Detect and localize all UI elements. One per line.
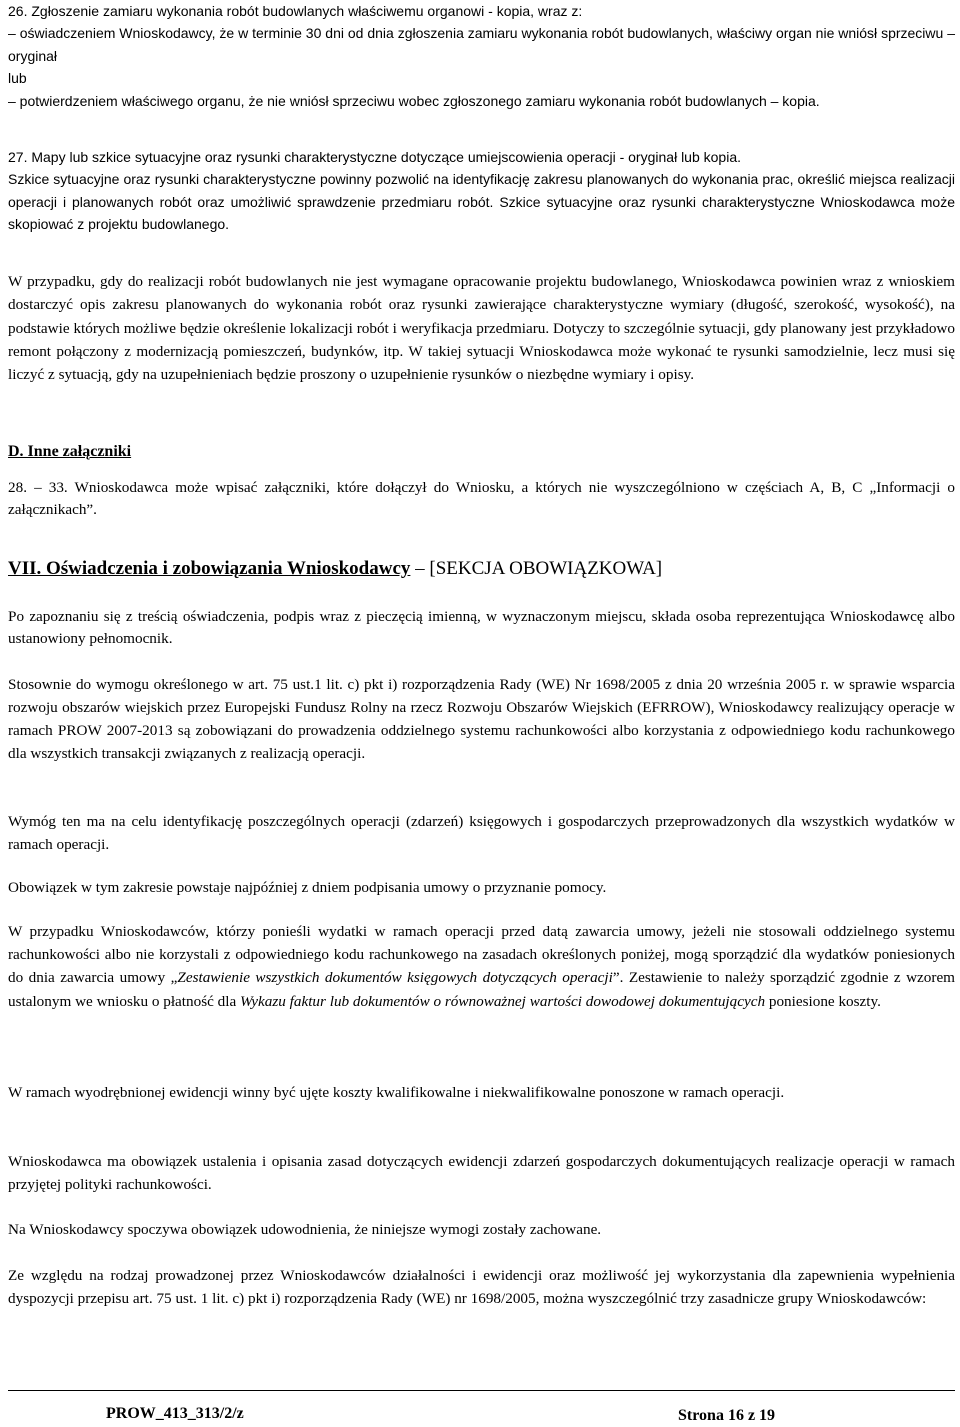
p5-statement-title: Zestawienie wszystkich dokumentów księgowych dotyczących operacji	[177, 969, 613, 987]
section-vii-p8: Na Wnioskodawcy spoczywa obowiązek udowodnienia, że niniejsze wymogi zostały zachowane.	[8, 1221, 602, 1238]
item-27-desc-main: Szkice sytuacyjne oraz rysunki charakterystyczne powinny pozwolić na identyfikację zakresu planowanych do wykonania prac, określić miejsca realizacji operacji i planowanych robót oraz umożliwić sprawdzenie przedmiaru robót.	[8, 171, 955, 210]
section-vii-heading	[8, 556, 662, 582]
item-27-desc-copy: Szkice sytuacyjne oraz rysunki charakterystyczne Wnioskodawca może skopiować z projektu budowlanego.	[8, 193, 955, 233]
section-vii-title: VII. Oświadczenia i zobowiązania Wnioskodawcy	[8, 558, 411, 579]
item-26	[8, 0, 955, 112]
section-vii-mandatory-tag: – [SEKCJA OBOWIĄZKOWA]	[410, 558, 663, 579]
document-code: PROW_413_313/2/z	[106, 1405, 244, 1422]
p5-text-3: poniesione koszty.	[765, 992, 881, 1010]
section-vii-p3: Wymóg ten ma na celu identyfikację poszczególnych operacji (zdarzeń) księgowych i gospodarczych przeprowadzonych dla wszystkich wydatków w ramach operacji.	[8, 813, 955, 853]
section-d-heading: D. Inne załączniki	[8, 443, 132, 460]
p5-text-2: ”. Zestawienie to należy sporządzić zgodnie z wzorem ustalonym we wniosku o płatność dla	[8, 969, 955, 1010]
section-vii-p9: Ze względu na rodzaj prowadzonej przez Wnioskodawców działalności i ewidencji oraz możliwość jej wykorzystania dla zapewnienia wypełnienia dyspozycji przepisu art. 75 ust. 1 lit. c) pkt i) rozporządzenia Rady (WE) nr 1698/2005, można wyszczególnić trzy zasadnicze grupy Wnioskodawców:	[8, 1267, 955, 1308]
item-26-title: 26. Zgłoszenie zamiaru wykonania robót budowlanych właściwemu organowi - kopia, wraz z:	[8, 3, 583, 19]
page-footer	[8, 1390, 955, 1424]
section-vii-p2: Stosownie do wymogu określonego w art. 75 ust.1 lit. c) pkt i) rozporządzenia Rady (WE) Nr 1698/2005 z dnia 20 września 2005 r. w sprawie wsparcia rozwoju obszarów wiejskich przez Europejski Fundusz Rolny na rzecz Rozwoju Obszarów Wiejskich (EFRROW), Wnioskodawcy realizujący operacje w ramach PROW 2007-2013 są zobowiązani do prowadzenia oddzielnego systemu rachunkowości albo korzystania z odpowiedniego kodu rachunkowego dla wszystkich transakcji związanych z realizacją operacji.	[8, 676, 955, 762]
section-vii-p6: W ramach wyodrębnionej ewidencji winny być ujęte koszty kwalifikowalne i niekwalifikowalne ponoszone w ramach operacji.	[8, 1084, 785, 1101]
item-26-or: lub	[8, 70, 27, 87]
p5-invoice-list-title: Wykazu faktur lub dokumentów o równoważnej wartości dowodowej dokumentujących	[240, 992, 766, 1010]
paragraph-construction-works: W przypadku, gdy do realizacji robót budowlanych nie jest wymagane opracowanie projektu budowlanego, Wnioskodawca powinien wraz z wnioskiem dostarczyć opis zakresu planowanych do wykonania robót oraz rysunki zawierające charakterystyczne wymiary (długość, szerokość, wysokość), na podstawie których możliwe będzie określenie lokalizacji robót i weryfikacja przedmiaru. Dotyczy to szczególnie sytuacji, gdy planowany jest przykładowo remont połączony z modernizacją pomieszczeń, budynków, itp. W takiej sytuacji Wnioskodawca może wykonać te rysunki samodzielnie, lecz musi się liczyć z sytuacją, gdy na uzupełnieniach będzie proszony o uzupełnienie rysunków o niezbędne wymiary i opisy.	[8, 273, 955, 384]
item-26-statement: – oświadczeniem Wnioskodawcy, że w terminie 30 dni od dnia zgłoszenia zamiaru wykonania robót budowlanych, właściwy organ nie wniósł sprzeciwu – oryginał	[8, 25, 955, 64]
p5-text: W przypadku Wnioskodawców, którzy ponieśli wydatki w ramach operacji przed datą zawarcia umowy, jeżeli nie stosowali oddzielnego systemu rachunkowości albo nie korzystali z odpowiedniego kodu rachunkowego na zasadach określonych poniżej, mogą sporządzić dla wydatków poniesionych do dnia zawarcia umowy „	[8, 923, 955, 987]
item-27	[8, 146, 955, 236]
page-number: Strona 16 z 19	[678, 1407, 776, 1424]
section-vii-p5	[8, 920, 955, 1013]
item-27-description	[8, 168, 955, 235]
item-26-confirmation: – potwierdzeniem właściwego organu, że nie wniósł sprzeciwu wobec zgłoszonego zamiaru wykonania robót budowlanych – kopia.	[8, 92, 820, 109]
section-vii-p4: Obowiązek w tym zakresie powstaje najpóźniej z dniem podpisania umowy o przyznanie pomocy.	[8, 879, 607, 896]
section-vii-p1: Po zapoznaniu się z treścią oświadczenia, podpis wraz z pieczęcią imienną, w wyznaczonym miejscu, składa osoba reprezentująca Wnioskodawcę albo ustanowiony pełnomocnik.	[8, 608, 955, 648]
section-d-text: 28. – 33. Wnioskodawca może wpisać załączniki, które dołączył do Wniosku, a których nie wyszczególniono w częściach A, B, C „Informacji o załącznikach”.	[8, 479, 955, 519]
section-vii-p7: Wnioskodawca ma obowiązek ustalenia i opisania zasad dotyczących ewidencji zdarzeń gospodarczych dokumentujących realizacje operacji w ramach przyjętej polityki rachunkowości.	[8, 1153, 955, 1193]
item-27-title: 27. Mapy lub szkice sytuacyjne oraz rysunki charakterystyczne dotyczące umiejscowienia operacji - oryginał lub kopia.	[8, 149, 741, 165]
